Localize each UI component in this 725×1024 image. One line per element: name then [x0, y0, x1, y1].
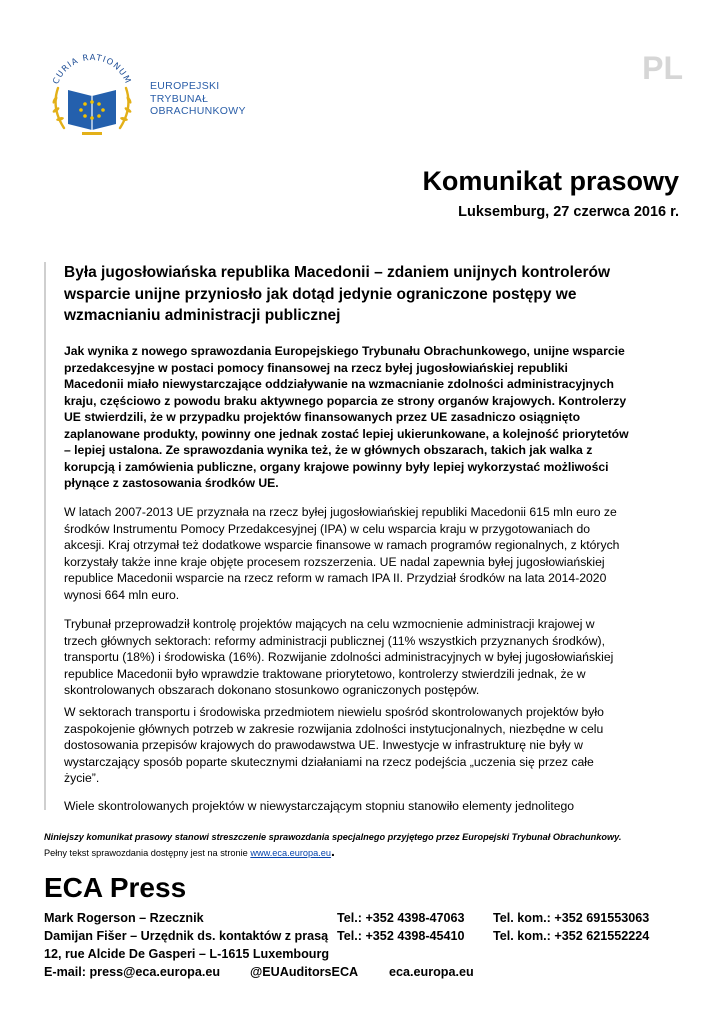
press-section-title: ECA Press	[44, 872, 187, 903]
contact-2-phone: Tel.: +352 4398-45410	[337, 929, 465, 943]
press-website[interactable]: eca.europa.eu	[389, 965, 474, 979]
press-email[interactable]: E-mail: press@eca.europa.eu	[44, 965, 221, 979]
article-paragraph-3: W sektorach transportu i środowiska przedmiotem niewielu spośród skontrolowanych projektów było zaspokojenie głównych potrzeb w zakresie rozwijania zdolności instytucjonalnych, niezbędne w celu dostosowania przepisów krajowych do prawodawstwa UE. Inwestycje w infrastrukturę nie były w wystarczający sposób poparte skutecznymi działaniami na rzecz podejścia „uczenia się przez całe życie”.	[64, 705, 604, 785]
article-lead: Jak wynika z nowego sprawozdania Europejskiego Trybunału Obrachunkowego, unijne wsparcie przedakcesyjne w postaci pomocy finansowej na rzecz byłej jugosłowiańskiej republiki Macedonii miało niewystarczające oddziaływanie na wzmacnianie zdolności administracyjnych kraju, częściowo z powodu braku aktywnego poparcia ze strony organów krajowych. Kontrolerzy UE stwierdzili, że w przypadku projektów finansowanych przez UE zasadniczo osiągnięto zaplanowane produkty, powinny one jednak zostać lepiej ukierunkowane, a kolejność priorytetów – lepiej ustalona. Ze sprawozdania wynika też, że w głównych obszarach, takich jak walka z korupcją i zamówienia publiczne, organy krajowe powinny były lepiej wykorzystać możliwości płynące z zastosowania środków UE.	[64, 344, 629, 490]
contact-2-name: Damijan Fišer – Urzędnik ds. kontaktów z prasą	[44, 929, 329, 943]
article-headline: Była jugosłowiańska republika Macedonii – zdaniem unijnych kontrolerów wsparcie unijne przyniosło jak dotąd jedynie ograniczone postępy we wzmacnianiu administracji publicznej	[64, 264, 611, 324]
contact-2-mobile: Tel. kom.: +352 621552224	[493, 929, 650, 943]
footer-note-link-prefix: Pełny tekst sprawozdania dostępny jest na stronie	[44, 848, 251, 858]
organization-name	[150, 80, 246, 118]
document-type-title: Komunikat prasowy	[422, 166, 679, 196]
org-name-line-1: EUROPEJSKI	[150, 80, 220, 92]
eca-logo	[44, 52, 140, 140]
language-code: PL	[642, 50, 683, 86]
seal-text: CURIA RATIONUM	[50, 52, 134, 86]
org-name-line-3: OBRACHUNKOWY	[150, 105, 246, 117]
article-paragraph-1: W latach 2007-2013 UE przyznała na rzecz byłej jugosłowiańskiej republiki Macedonii 615 mln euro ze środków Instrumentu Pomocy Przedakcesyjnej (IPA) w celu wsparcia kraju w przygotowaniach do akcesji. Kraj otrzymał też dodatkowe wsparcie finansowe w ramach programów regionalnych, z których korzystały także inne kraje objęte procesem rozszerzenia. UE nadal zapewnia byłej jugosłowiańskiej republice Macedonii wsparcie na rzecz reform w ramach IPA II. Przydział środków na lata 2014-2020 wynosi 664 mln euro.	[64, 505, 620, 602]
article-paragraph-2: Trybunał przeprowadził kontrolę projektów mających na celu wzmocnienie administracji krajowej w trzech głównych sektorach: reformy administracji publicznej (11% wszystkich przyznanych środków), transportu (18%) i środowiska (16%). Rozwijanie zdolności administracyjnych w byłej jugosłowiańskiej republice Macedonii było wprawdzie traktowane priorytetowo, kontrolerzy stwierdzili jednak, że w skontrolowanych obszarach dokonano stosunkowo ograniczonych postępów.	[64, 617, 614, 697]
footer-note-link-suffix: .	[331, 843, 335, 859]
eca-website-link[interactable]: www.eca.europa.eu	[250, 848, 332, 858]
dateline: Luksemburg, 27 czerwca 2016 r.	[458, 204, 679, 220]
svg-text:CURIA RATIONUM	[50, 52, 133, 85]
footer-note-summary: Niniejszy komunikat prasowy stanowi streszczenie sprawozdania specjalnego przyjętego przez Europejski Trybunał Obrachunkowy.	[44, 832, 622, 842]
press-address: 12, rue Alcide De Gasperi – L-1615 Luxembourg	[44, 947, 330, 961]
contact-1-phone: Tel.: +352 4398-47063	[337, 911, 465, 925]
press-twitter[interactable]: @EUAuditorsECA	[250, 965, 359, 979]
left-margin-rule	[44, 262, 46, 810]
footer-note-link-line	[44, 844, 684, 860]
contact-1-name: Mark Rogerson – Rzecznik	[44, 911, 204, 925]
org-name-line-2: TRYBUNAŁ	[150, 92, 209, 105]
contact-1-mobile: Tel. kom.: +352 691553063	[493, 911, 650, 925]
footer-note	[44, 830, 684, 860]
article-paragraph-4: Wiele skontrolowanych projektów w niewystarczającym stopniu stanowiło elementy jednolitego	[64, 799, 575, 813]
